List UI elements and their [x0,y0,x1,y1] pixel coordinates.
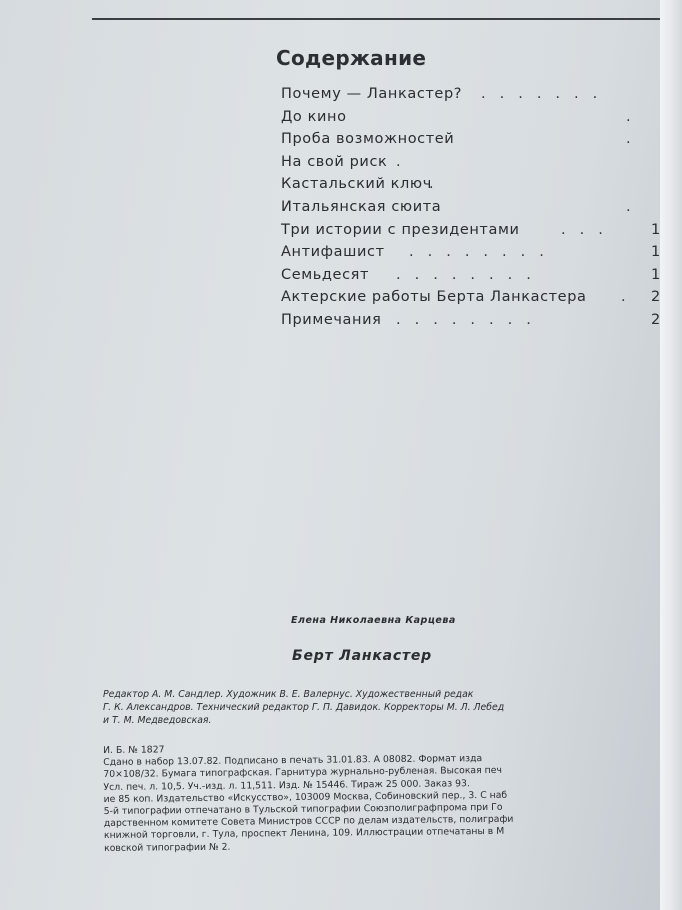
toc-item-label: Антифашист [281,244,385,261]
toc-item [281,154,660,177]
toc-item-label: Семьдесят [281,266,370,283]
publication-line: 5-й типографии отпечатано в Тульской типографии Союзполиграфпрома при Го [103,801,503,818]
toc-item-label: Почему — Ланкастер? [281,86,463,102]
toc-item-page: 1 [651,266,660,283]
credits-line: Редактор А. М. Сандлер. Художник В. Е. Валернус. Художественный редак [103,689,474,700]
publication-info [103,739,660,855]
publication-line: книжной торговли, г. Тула, проспект Ленина, 109. Иллюстрации отпечатаны в М [103,826,505,842]
publication-line: И. Б. № 1827 [103,744,165,756]
toc-item-label: Три истории с президентами [281,221,520,238]
toc-item [281,312,660,335]
toc-item-label: Итальянская сюита [281,198,442,215]
toc-item [281,109,660,132]
book-title: Берт Ланкастер [292,648,433,664]
credits-block [103,688,660,727]
toc-item [281,86,660,109]
author-name: Елена Николаевна Карцева [291,615,456,626]
toc-item [281,267,660,290]
dot-leader: ........ [409,244,558,261]
publication-line: Сдано в набор 13.07.82. Подписано в печать 31.01.83. А 08082. Формат изда [103,753,483,769]
publication-line: Усл. печ. л. 10,5. Уч.-изд. л. 11,511. Изд. № 15446. Тираж 25 000. Заказ 93. [103,777,470,793]
toc-item [281,289,660,312]
publication-line: ковской типографии № 2. [104,841,231,854]
toc-item-label: Кастальский ключ [281,176,432,193]
dot-leader: . [626,198,645,215]
toc-item-page: 2 [651,289,660,306]
dot-leader: ........ [396,266,545,283]
toc-item [281,244,660,267]
toc-item [281,199,660,222]
toc-item-label: До кино [281,108,347,125]
toc-item-page: 2 [651,311,660,328]
credits-line: и Т. М. Медведовская. [103,715,212,726]
toc-item-label: Актерские работы Берта Ланкастера [281,289,587,306]
dot-leader: . [626,108,645,125]
toc-item-label: На свой риск [281,153,388,170]
toc-item [281,222,660,245]
toc-item-page: 1 [651,244,660,261]
top-rule [92,18,660,20]
dot-leader: . [621,289,640,306]
toc-title: Содержание [276,46,427,70]
dot-leader: . [429,176,448,193]
dot-leader: ........ [396,311,545,328]
toc-item-page: 1 [651,221,660,238]
toc-item-label: Проба возможностей [281,131,455,148]
table-of-contents [281,86,660,335]
publication-line: 70×108/32. Бумага типографская. Гарнитура журнально-рубленая. Высокая печ [103,765,503,781]
publication-line: дарственном комитете Совета Министров СССР по делам издательств, полиграфи [103,813,514,830]
dot-leader: ... [561,221,617,238]
toc-item-label: Примечания [281,311,382,328]
toc-item [281,131,660,154]
toc-item [281,176,660,199]
dot-leader: ....... [481,86,612,102]
dot-leader: . [396,153,415,170]
credits-line: Г. К. Александров. Технический редактор Г. П. Давидок. Корректоры М. Л. Лебед [103,702,505,713]
dot-leader: . [626,131,645,148]
publication-line: ие 85 коп. Издательство «Искусство», 103009 Москва, Собиновский пер., 3. С наб [103,789,508,805]
next-page-edge [660,0,682,910]
